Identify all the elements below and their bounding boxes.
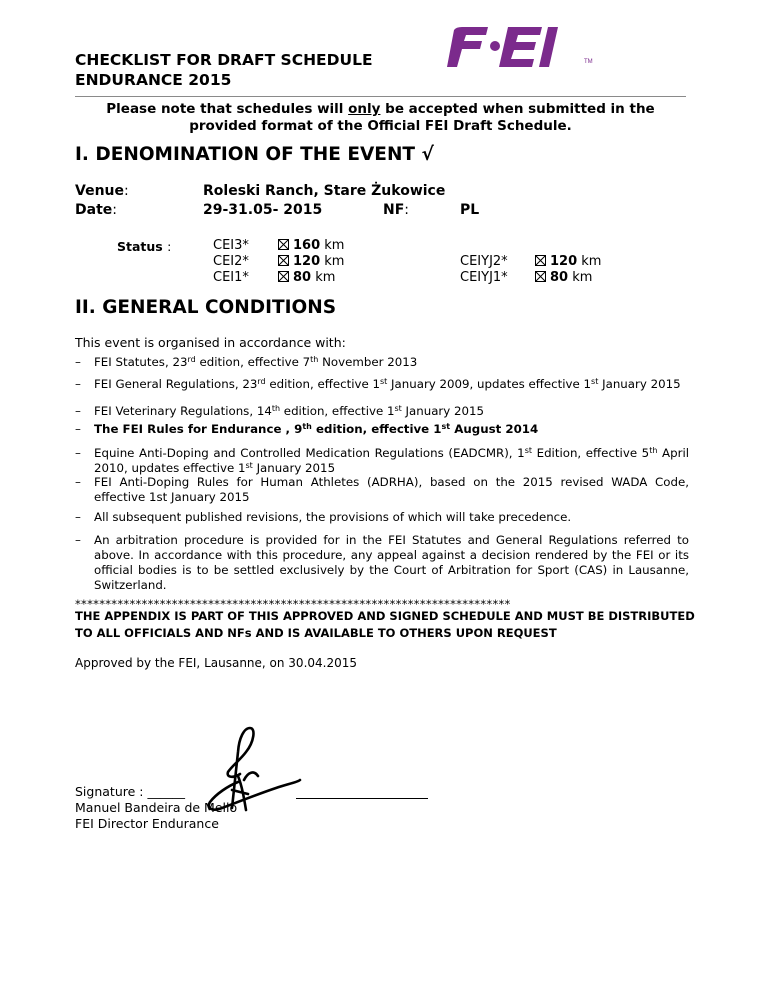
signature-label: Signature : ______	[75, 784, 185, 799]
trademark-mark: TM	[584, 59, 593, 65]
regulation-item: FEI Anti-Doping Rules for Human Athletes (ADRHA), based on the 2015 revised WADA Code, effective 1st January 2015	[94, 475, 689, 504]
bullet-dash: –	[75, 533, 81, 547]
document-title	[75, 50, 373, 90]
bullet-dash: –	[75, 355, 81, 369]
category-cei2: CEI2*	[213, 254, 249, 269]
category-ceiyj1: CEIYJ1*	[460, 270, 508, 285]
nf-value: PL	[460, 202, 480, 218]
category-cei1: CEI1*	[213, 270, 249, 285]
check-mark-icon: √	[421, 144, 434, 165]
regulation-item: FEI Statutes, 23rd edition, effective 7th November 2013	[94, 355, 418, 369]
senior-distances	[278, 238, 344, 286]
title-line-1: CHECKLIST FOR DRAFT SCHEDULE	[75, 51, 373, 69]
checked-box-icon	[278, 271, 289, 282]
section-2-intro: This event is organised in accordance with:	[75, 335, 346, 350]
date-label: Date:	[75, 202, 117, 218]
date-value: 29-31.05- 2015	[203, 202, 323, 218]
regulation-item: Equine Anti-Doping and Controlled Medication Regulations (EADCMR), 1st Edition, effective 5th April 2010, updates effective 1st January 2015	[94, 446, 690, 475]
separator-stars: ************************************************************************	[75, 597, 511, 611]
distance-row: 120 km	[278, 254, 344, 270]
checked-box-icon	[278, 255, 289, 266]
distance-row: 120 km	[535, 254, 601, 270]
fei-logo	[444, 22, 604, 76]
senior-categories	[213, 238, 249, 286]
bullet-dash: –	[75, 446, 81, 460]
status-label: Status :	[117, 239, 172, 254]
section-1-title: I. DENOMINATION OF THE EVENT	[75, 144, 416, 165]
section-2-heading: II. GENERAL CONDITIONS	[75, 297, 337, 318]
signatory-role: FEI Director Endurance	[75, 816, 219, 831]
regulation-item: All subsequent published revisions, the provisions of which will take precedence.	[94, 510, 572, 524]
distance-row: 160 km	[278, 238, 344, 254]
category-cei3: CEI3*	[213, 238, 249, 253]
header-divider	[75, 96, 686, 97]
young-distances	[535, 254, 601, 286]
signatory-name: Manuel Bandeira de Mello	[75, 800, 238, 815]
nf-label: NF:	[383, 202, 409, 218]
bullet-dash: –	[75, 510, 81, 524]
venue-label: Venue:	[75, 183, 129, 199]
signature-block	[75, 784, 237, 832]
checked-box-icon	[535, 255, 546, 266]
category-ceiyj2: CEIYJ2*	[460, 254, 508, 269]
checked-box-icon	[278, 239, 289, 250]
signature-line	[296, 798, 428, 799]
regulation-item: FEI Veterinary Regulations, 14th edition, effective 1st January 2015	[94, 404, 485, 418]
section-1-heading	[75, 144, 434, 165]
fei-logo-graphic	[444, 22, 604, 72]
regulation-item: An arbitration procedure is provided for in the FEI Statutes and General Regulations referred to above. In accordance with this procedure, any appeal against a decision rendered by the FEI or its official bodies is to be settled exclusively by the Court of Arbitration for Sport (CAS) in Lausanne, Switzerland.	[94, 533, 689, 592]
bullet-dash: –	[75, 404, 81, 418]
distance-row: 80 km	[535, 270, 601, 286]
submission-notice	[75, 101, 686, 135]
bullet-dash: –	[75, 475, 81, 489]
appendix-notice: THE APPENDIX IS PART OF THIS APPROVED AND SIGNED SCHEDULE AND MUST BE DISTRIBUTED TO ALL OFFICIALS AND NFs AND IS AVAILABLE TO OTHERS UPON REQUEST	[75, 609, 695, 640]
title-line-2: ENDURANCE 2015	[75, 71, 232, 89]
regulation-item: FEI General Regulations, 23rd edition, effective 1st January 2009, updates effective 1st January 2015	[94, 377, 681, 391]
regulation-item: The FEI Rules for Endurance , 9th edition, effective 1st August 2014	[94, 422, 539, 436]
notice-text-before: Please note that schedules will	[106, 101, 349, 117]
approval-statement: Approved by the FEI, Lausanne, on 30.04.2015	[75, 656, 358, 670]
notice-emphasis: only	[348, 101, 381, 117]
notice-text-after: be accepted when submitted in the provided format of the Official FEI Draft Schedule.	[189, 101, 655, 134]
young-categories	[460, 254, 508, 286]
bullet-dash: –	[75, 377, 81, 391]
checked-box-icon	[535, 271, 546, 282]
bullet-dash: –	[75, 422, 81, 436]
distance-row: 80 km	[278, 270, 344, 286]
venue-value: Roleski Ranch, Stare Żukowice	[203, 183, 446, 199]
